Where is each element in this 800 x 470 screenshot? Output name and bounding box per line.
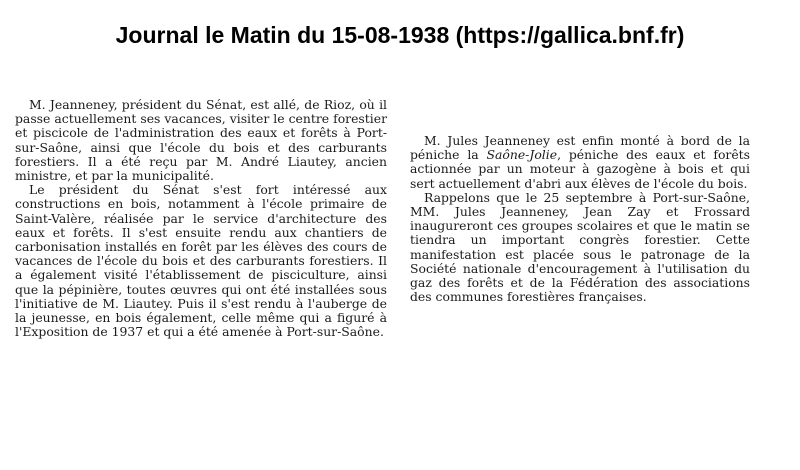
paragraph-text: , péniche des eaux et forêts actionnée par un moteur à gazogène à bois et qui sert actuellement d'abri aux élèves de l'école du bois. bbox=[410, 147, 751, 191]
page-title: Journal le Matin du 15-08-1938 (https://gallica.bnf.fr) bbox=[115, 22, 685, 48]
boat-name: Saône-Jolie bbox=[486, 147, 558, 163]
article-paragraph: Le président du Sénat s'est fort intéressé aux constructions en bois, notamment à l'école primaire de Saint-Valère, réalisée par le service d'architecture des eaux et forêts. Il s'est ensuite rendu aux chantiers de carbonisation installés en forêt par les élèves des cours de vacances de l'école du bois et des carburants forestiers. Il a également visité l'établissement de pisciculture, ainsi que la pépinière, toutes œuvres qui ont été installées sous l'initiative de M. Liautey. Puis il s'est rendu à l'auberge de la jeunesse, en bois également, celle même qui a figuré à l'Exposition de 1937 et qui a été amenée à Port-sur-Saône. bbox=[15, 182, 387, 340]
article-paragraph: Rappelons que le 25 septembre à Port-sur-Saône, MM. Jules Jeanneney, Jean Zay et Frossard inaugureront ces groupes scolaires et que le matin se tiendra un important congrès forestier. Cette manifestation est placée sous le patronage de la Société nationale d'encouragement à l'utilisation du gaz des forêts et de la Fédération des associations des communes forestières françaises. bbox=[410, 189, 750, 305]
article-right-column bbox=[410, 134, 750, 304]
article-paragraph: M. Jeanneney, président du Sénat, est allé, de Rioz, où il passe actuellement ses vacances, visiter le centre forestier et piscicole de l'administration des eaux et forêts à Port-sur-Saône, ainsi que l'école du bois et des carburants forestiers. Il a été reçu par M. André Liautey, ancien ministre, et par la municipalité. bbox=[15, 97, 387, 184]
article-left-column bbox=[15, 98, 387, 339]
paragraph-text: M. Jules Jeanneney est enfin monté à bord de la péniche la bbox=[410, 133, 750, 163]
article-paragraph bbox=[410, 134, 750, 191]
